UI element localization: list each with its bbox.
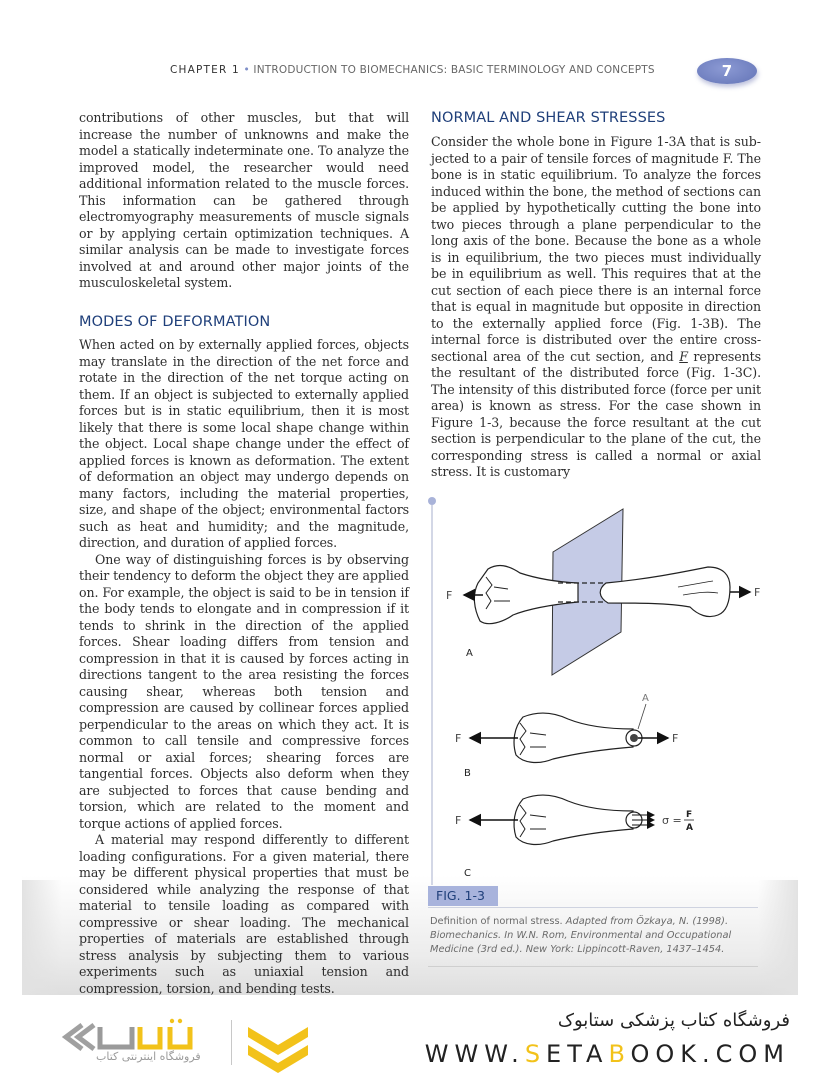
paragraph-text: Consider the whole bone in Figure 1-3A that is subjected to a pair of tensile forces of magnitude F. The bone is in static equilibrium. To analyze the forces induced within the bone, the method of sections can be applied by hypothetically cutting the bone into two pieces through a plane perpendicular to the long axis of the bone. Because the bone as a whole is in equilibrium, the two pieces must individually be in equilibrium as well. This requires that at the cut section of each piece there is an internal force that is equal in magnitude but opposite in direction to the externally applied force (Fig. 1-3B). The internal force is distributed over the entire cross-sectional area of the cut section, and: [431, 134, 761, 364]
svg-text:A: A: [466, 648, 473, 659]
figure-caption: [430, 915, 760, 957]
section-heading-normal-and-shear-stresses: NORMAL AND SHEAR STRESSES: [431, 110, 666, 126]
url-part: ETA: [546, 1040, 609, 1068]
svg-text:F: F: [754, 586, 761, 599]
page-shadow-left: [22, 880, 62, 995]
chapter-label: CHAPTER 1: [170, 64, 240, 76]
paragraph: [431, 134, 761, 481]
svg-text:A: A: [686, 823, 693, 833]
intro-paragraph: contributions of other muscles, but that will increase the number of unknowns and make the model a statically indeterminate one. To analyze the improved model, the researcher would need additional information related to the muscle forces. This information can be gathered through electromyography measurements of muscle signals or by applying certain optimization techniques. A similar analysis can be made to investigate forces involved at and around other major joints of the musculoskeletal system.: [79, 110, 409, 290]
figure-label: FIG. 1-3: [428, 886, 498, 906]
figure-label-rule: [428, 907, 758, 908]
svg-text:C: C: [464, 868, 471, 879]
paragraph: When acted on by externally applied forces, objects may translate in the direction of the net force and rotate in the direction of the net torque acting on them. If an object is subjected to externally applied forces but is in static equilibrium, then it is most likely that there is some local shape change within the object. Local shape change under the effect of applied forces is known as deformation. The extent of deformation an object may undergo depends on many factors, including the material properties, size, and shape of the object; environmental factors such as heat and humidity; and the magnitude, direction, and duration of applied forces.: [79, 337, 409, 550]
svg-text:F: F: [672, 732, 679, 745]
paragraph-text: represents the resultant of the distributed force (Fig. 1-3C). The intensity of this distributed force (force per unit area) is known as stress. For the case shown in Figure 1-3, because the force resultant at the cut section is perpendicular to the plane of the cut, the corresponding stress is called a normal or axial stress. It is customary: [431, 348, 761, 479]
left-column: [79, 110, 409, 292]
url-part-highlight: S: [524, 1040, 547, 1068]
setabook-logo: [60, 1015, 325, 1075]
url-part: OOK.COM: [630, 1040, 790, 1068]
caption-text: Definition of normal stress.: [430, 916, 566, 927]
svg-text:F: F: [686, 810, 693, 820]
caption-citation: Adapted from Özkaya, N. (1998). Biomechanics. In W.N. Rom, Environmental and Occupational Medicine (3rd ed.). New York: Lippincott-Raven, 1437–1454.: [430, 916, 732, 955]
chapter-title: INTRODUCTION TO BIOMECHANICS: BASIC TERMINOLOGY AND CONCEPTS: [253, 64, 655, 76]
bone-section-diagram: [428, 497, 768, 887]
url-part-highlight: B: [608, 1040, 631, 1068]
modes-of-deformation-section: [79, 314, 409, 997]
shop-title: فروشگاه کتاب پزشکی ستابوک: [557, 1010, 790, 1031]
page-shadow-right: [758, 880, 798, 995]
svg-text:σ =: σ =: [662, 814, 682, 827]
paragraph: One way of distinguishing forces is by observing their tendency to deform the object they are applied on. For example, the object is said to be in tension if the body tends to elongate and in compression if it tends to shrink in the direction of the applied forces. Shear loading differs from tension and compression in that it is caused by forces acting in directions tangent to the area resisting the forces causing shear, whereas both tension and compression are caused by collinear forces applied perpendicular to the areas on which they act. It is common to call tensile and compressive forces normal or axial forces; shearing forces are tangential forces. Objects also deform when they are subjected to forces that cause bending and torsion, which are related to the moment and torque actions of applied forces.: [79, 551, 409, 831]
svg-text:A: A: [642, 693, 649, 704]
url-part: WWW.: [424, 1040, 525, 1068]
logo-divider: [231, 1020, 232, 1065]
running-header: [170, 64, 690, 76]
svg-text:F: F: [455, 814, 462, 827]
normal-shear-stresses-section: [431, 110, 761, 481]
figure-caption-rule: [428, 966, 758, 967]
brand-tagline: فروشگاه اینترنتی کتاب: [96, 1050, 201, 1063]
svg-text:F: F: [455, 732, 462, 745]
header-separator: •: [243, 64, 250, 76]
shop-url[interactable]: [420, 1040, 790, 1068]
svg-text:B: B: [464, 768, 471, 779]
section-heading-modes-of-deformation: MODES OF DEFORMATION: [79, 314, 271, 330]
force-symbol: F: [679, 348, 688, 364]
page-number-badge: 7: [697, 58, 757, 84]
paragraph: A material may respond differently to different loading configurations. For a given material, there may be different physical properties that must be considered while analyzing the response of that material to tensile loading as compared with compressive or shear loading. The mechanical properties of materials are established through stress analysis by subjecting them to various experiments such as uniaxial tension and compression, torsion, and bending tests.: [79, 832, 409, 996]
svg-text:F: F: [446, 589, 453, 602]
